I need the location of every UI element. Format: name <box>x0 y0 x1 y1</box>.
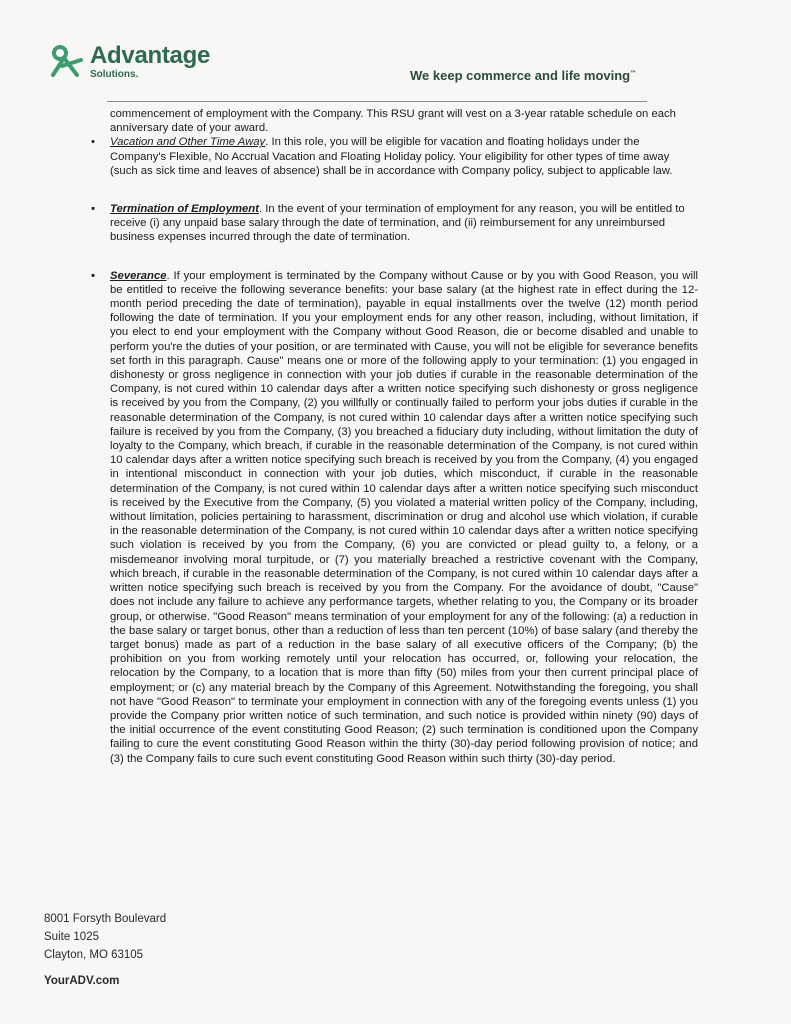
company-logo <box>50 44 210 80</box>
tagline-text: We keep commerce and life moving <box>410 68 631 83</box>
address-line-2: Suite 1025 <box>44 931 99 943</box>
list-item-severance <box>90 269 698 766</box>
brand-name: Advantage <box>90 42 210 69</box>
term-severance: Severance <box>110 269 167 282</box>
letterhead <box>0 0 791 110</box>
address-line-1: 8001 Forsyth Boulevard <box>44 913 167 925</box>
item-text: . In the event of your termination of employment for any reason, you will be entitled to receive (i) any unpaid base salary through the date of termination, and (ii) reimbursement for any unreimbursed business expenses incurred through the date of termination. <box>110 203 685 244</box>
brand-subtitle: Solutions. <box>90 69 139 80</box>
address-line-3: Clayton, MO 63105 <box>44 949 144 961</box>
square-bullet-icon: ▪ <box>90 203 95 216</box>
list-item-paragraph <box>110 135 698 178</box>
trademark-mark: ™ <box>630 70 637 77</box>
header-divider <box>107 101 647 102</box>
item-text: . In this role, you will be eligible for vacation and floating holidays under the Company's Flexible, No Accrual Vacation and Floating Holiday policy. Your eligibility for other types of time away (such as sick time and leaves of absence) shall be in accordance with Company policy, subject to applicable law. <box>110 136 673 177</box>
bullet-icon: • <box>91 136 95 149</box>
square-bullet-icon: ▪ <box>90 269 95 282</box>
tagline <box>410 68 636 83</box>
item-text: . If your employment is terminated by the Company without Cause or by you with Good Reason, you will be entitled to receive the following severance benefits: your base salary (at the highest rate in effect during the 12-month period preceding the date of termination), payable in equal installments over the twelve (12) month period following the date of termination. If you your employment ends for any other reason, including, without limitation, if you elect to end your employment with the Company without Good Reason, die or become disabled and unable to perform you're the duties of your position, or are terminated with Cause, you will not be eligible for severance benefits set forth in this paragraph. Cause" means one or more of the following apply to your termination: (1) you engaged in dishonesty or gross negligence in connection with your job duties if curable in the reasonable determination of the Company, is not cured within 10 calendar days after a written notice specifying such dishonesty or gross negligence is received by you from the Company, (2) you willfully or continually failed to perform your jobs duties if curable in the reasonable determination of the Company, is not cured within 10 calendar days after a written notice specifying such failure is received by you from the Company, (3) you breached a fiduciary duty including, without limitation the duty of loyalty to the Company, which breach, if curable in the reasonable determination of the Company, is not cured within 10 calendar days after a written notice specifying such breach is received by you from the Company, (4) you engaged in intentional misconduct in connection with your job duties, which misconduct, if curable in the reasonable determination of the Company, is not cured within 10 calendar days after a written notice specifying such misconduct is received by the Executive from the Company, (5) you violated a material written policy of the Company, including, without limitation, policies pertaining to harassment, discrimination or drug and alcohol use which violation, if curable in the reasonable determination of the Company, is not cured within 10 calendar days after a written notice specifying such violation is received by you from the Company, (6) you are convicted or plead guilty to, a felony, or a misdemeanor involving moral turpitude, or (7) you materially breached a restrictive covenant with the Company, which breach, if curable in the reasonable determination of the Company, is not cured within 10 calendar days after a written notice specifying such breach is received by you from the Company. For the avoidance of doubt, "Cause" does not include any failure to achieve any performance targets, whether relating to you, the Company or its broader group, or otherwise. "Good Reason" means termination of your employment for any of the following: (a) a reduction in the base salary or target bonus, other than a reduction of less than ten percent (10%) of base salary (and thereby the target bonus) made as part of a reduction in the base salary of all executive officers of the Company; (b) the prohibition on you from working remotely until your relocation has occurred, or, following your relocation, the relocation by the Company, to a location that is more than fifty (50) miles from your then current principal place of employment; or (c) any material breach by the Company of this Agreement. Notwithstanding the foregoing, you shall not have "Good Reason" to terminate your employment in connection with any of the foregoing events unless (1) you provide the Company prior written notice of such termination, and such notice is provided within ninety (90) days of the initial occurrence of the event constituting Good Reason; (2) such termination is conditioned upon the Company failing to cure the event constituting Good Reason within the thirty (30)-day period following provision of notice; and (3) the Company fails to cure such event constituting Good Reason within such thirty (30)-day period. <box>110 269 698 765</box>
list-item-paragraph <box>110 269 698 766</box>
term-termination: Termination of Employment <box>110 203 259 216</box>
term-vacation: Vacation and Other Time Away <box>110 136 266 149</box>
list-item-termination <box>90 202 698 245</box>
continuation-paragraph: commencement of employment with the Company. This RSU grant will vest on a 3-year ratable schedule on each anniversary date of your award. <box>110 108 676 135</box>
footer-address <box>44 910 166 990</box>
list-item-vacation <box>91 135 698 178</box>
website-link[interactable]: YourADV.com <box>44 975 120 987</box>
advantage-logo-icon <box>50 44 84 78</box>
list-item-paragraph <box>110 202 698 245</box>
letter-body <box>90 107 698 766</box>
